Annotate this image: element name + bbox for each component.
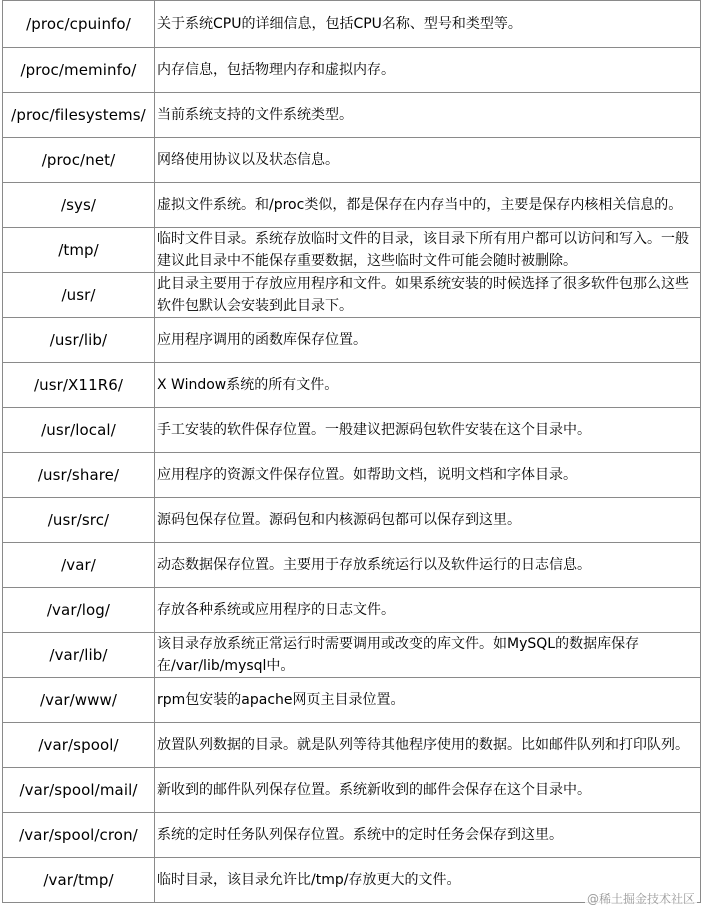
path-cell: /var/spool/mail/ <box>3 768 155 813</box>
path-cell: /usr/lib/ <box>3 318 155 363</box>
description-cell: 放置队列数据的目录。就是队列等待其他程序使用的数据。比如邮件队列和打印队列。 <box>155 723 701 768</box>
table-row <box>3 543 701 588</box>
description-cell: 临时目录，该目录允许比/tmp/存放更大的文件。 <box>155 858 701 903</box>
table-row <box>3 678 701 723</box>
table-row <box>3 318 701 363</box>
description-cell: 应用程序调用的函数库保存位置。 <box>155 318 701 363</box>
description-cell: 网络使用协议以及状态信息。 <box>155 138 701 183</box>
path-cell: /var/spool/ <box>3 723 155 768</box>
path-cell: /var/ <box>3 543 155 588</box>
path-cell: /tmp/ <box>3 228 155 273</box>
description-cell: 内存信息，包括物理内存和虚拟内存。 <box>155 48 701 93</box>
description-cell: 临时文件目录。系统存放临时文件的目录，该目录下所有用户都可以访问和写入。一般建议此目录中不能保存重要数据，这些临时文件可能会随时被删除。 <box>155 228 701 273</box>
description-cell: 应用程序的资源文件保存位置。如帮助文档，说明文档和字体目录。 <box>155 453 701 498</box>
table-row <box>3 768 701 813</box>
description-cell: 新收到的邮件队列保存位置。系统新收到的邮件会保存在这个目录中。 <box>155 768 701 813</box>
path-cell: /var/spool/cron/ <box>3 813 155 858</box>
table-row <box>3 588 701 633</box>
description-cell: 源码包保存位置。源码包和内核源码包都可以保存到这里。 <box>155 498 701 543</box>
path-cell: /proc/cpuinfo/ <box>3 1 155 48</box>
path-cell: /var/www/ <box>3 678 155 723</box>
description-cell: 关于系统CPU的详细信息，包括CPU名称、型号和类型等。 <box>155 1 701 48</box>
description-cell: 动态数据保存位置。主要用于存放系统运行以及软件运行的日志信息。 <box>155 543 701 588</box>
description-cell: 系统的定时任务队列保存位置。系统中的定时任务会保存到这里。 <box>155 813 701 858</box>
path-cell: /usr/share/ <box>3 453 155 498</box>
table-row <box>3 183 701 228</box>
path-cell: /proc/net/ <box>3 138 155 183</box>
path-cell: /usr/src/ <box>3 498 155 543</box>
path-cell: /sys/ <box>3 183 155 228</box>
description-cell: 存放各种系统或应用程序的日志文件。 <box>155 588 701 633</box>
path-cell: /usr/X11R6/ <box>3 363 155 408</box>
table-row <box>3 273 701 318</box>
directory-table <box>2 0 701 903</box>
description-cell: 该目录存放系统正常运行时需要调用或改变的库文件。如MySQL的数据库保存在/var/lib/mysql中。 <box>155 633 701 678</box>
description-cell: rpm包安装的apache网页主目录位置。 <box>155 678 701 723</box>
description-cell: 手工安装的软件保存位置。一般建议把源码包软件安装在这个目录中。 <box>155 408 701 453</box>
table-row <box>3 93 701 138</box>
table-row <box>3 813 701 858</box>
path-cell: /var/tmp/ <box>3 858 155 903</box>
path-cell: /var/lib/ <box>3 633 155 678</box>
table-row <box>3 498 701 543</box>
table-row <box>3 363 701 408</box>
table-row <box>3 723 701 768</box>
table-row <box>3 633 701 678</box>
description-cell: X Window系统的所有文件。 <box>155 363 701 408</box>
table-row <box>3 48 701 93</box>
description-cell: 虚拟文件系统。和/proc类似，都是保存在内存当中的，主要是保存内核相关信息的。 <box>155 183 701 228</box>
description-cell: 当前系统支持的文件系统类型。 <box>155 93 701 138</box>
description-cell: 此目录主要用于存放应用程序和文件。如果系统安装的时候选择了很多软件包那么这些软件包默认会安装到此目录下。 <box>155 273 701 318</box>
path-cell: /proc/meminfo/ <box>3 48 155 93</box>
watermark: @稀土掘金技术社区 <box>586 892 695 906</box>
path-cell: /proc/filesystems/ <box>3 93 155 138</box>
table-row <box>3 138 701 183</box>
path-cell: /usr/ <box>3 273 155 318</box>
table-row <box>3 453 701 498</box>
table-row <box>3 408 701 453</box>
path-cell: /var/log/ <box>3 588 155 633</box>
path-cell: /usr/local/ <box>3 408 155 453</box>
table-row <box>3 1 701 48</box>
table-row <box>3 228 701 273</box>
